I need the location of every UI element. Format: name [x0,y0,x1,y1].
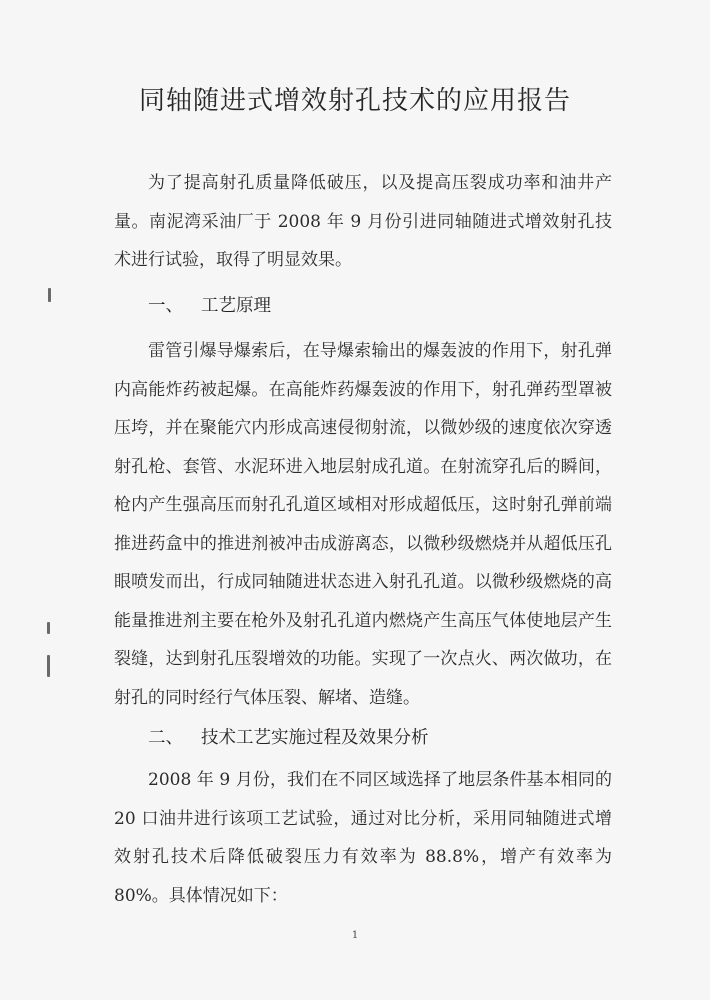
page-number: 1 [351,930,359,941]
section-1-title: 工艺原理 [201,296,271,316]
scan-mark-bottom [47,655,50,677]
scan-mark-top [48,288,51,302]
section-1-body: 雷管引爆导爆索后，在导爆索输出的爆轰波的作用下，射孔弹内高能炸药被起爆。在高能炸药爆轰波的作用下，射孔弹药型罩被压垮，并在聚能穴内形成高速侵彻射流，以微妙级的速度依次穿透射孔枪、套管、水泥环进入地层射成孔道。在射流穿孔后的瞬间，枪内产生强高压而射孔孔道区域相对形成超低压，这时射孔弹前端推进药盒中的推进剂被冲击成游离态，以微秒级燃烧并从超低压孔眼喷发而出，行成同轴随进状态进入射孔孔道。以微秒级燃烧的高能量推进剂主要在枪外及射孔孔道内燃烧产生高压气体使地层产生裂缝，达到射孔压裂增效的功能。实现了一次点火、两次做功，在射孔的同时经行气体压裂、解堵、造缝。 [114,341,612,708]
section-2-body: 2008 年 9 月份，我们在不同区域选择了地层条件基本相同的 20 口油井进行该项工艺试验，通过对比分析，采用同轴随进式增效射孔技术后降低破裂压力有效率为 88.8%，增产有效率为 80%。具体情况如下： [114,770,612,906]
section-2-number: 二、 [148,728,183,748]
section-2-title: 技术工艺实施过程及效果分析 [201,728,429,748]
section-2-heading [148,724,429,749]
section-1-number: 一、 [148,296,183,316]
section-1-heading [148,292,271,317]
document-title: 同轴随进式增效射孔技术的应用报告 [138,86,571,116]
intro-paragraph: 为了提高射孔质量降低破压，以及提高压裂成功率和油井产量。南泥湾采油厂于 2008 年 9 月份引进同轴随进式增效射孔技术进行试验，取得了明显效果。 [114,173,612,270]
scan-mark-middle [47,622,50,634]
